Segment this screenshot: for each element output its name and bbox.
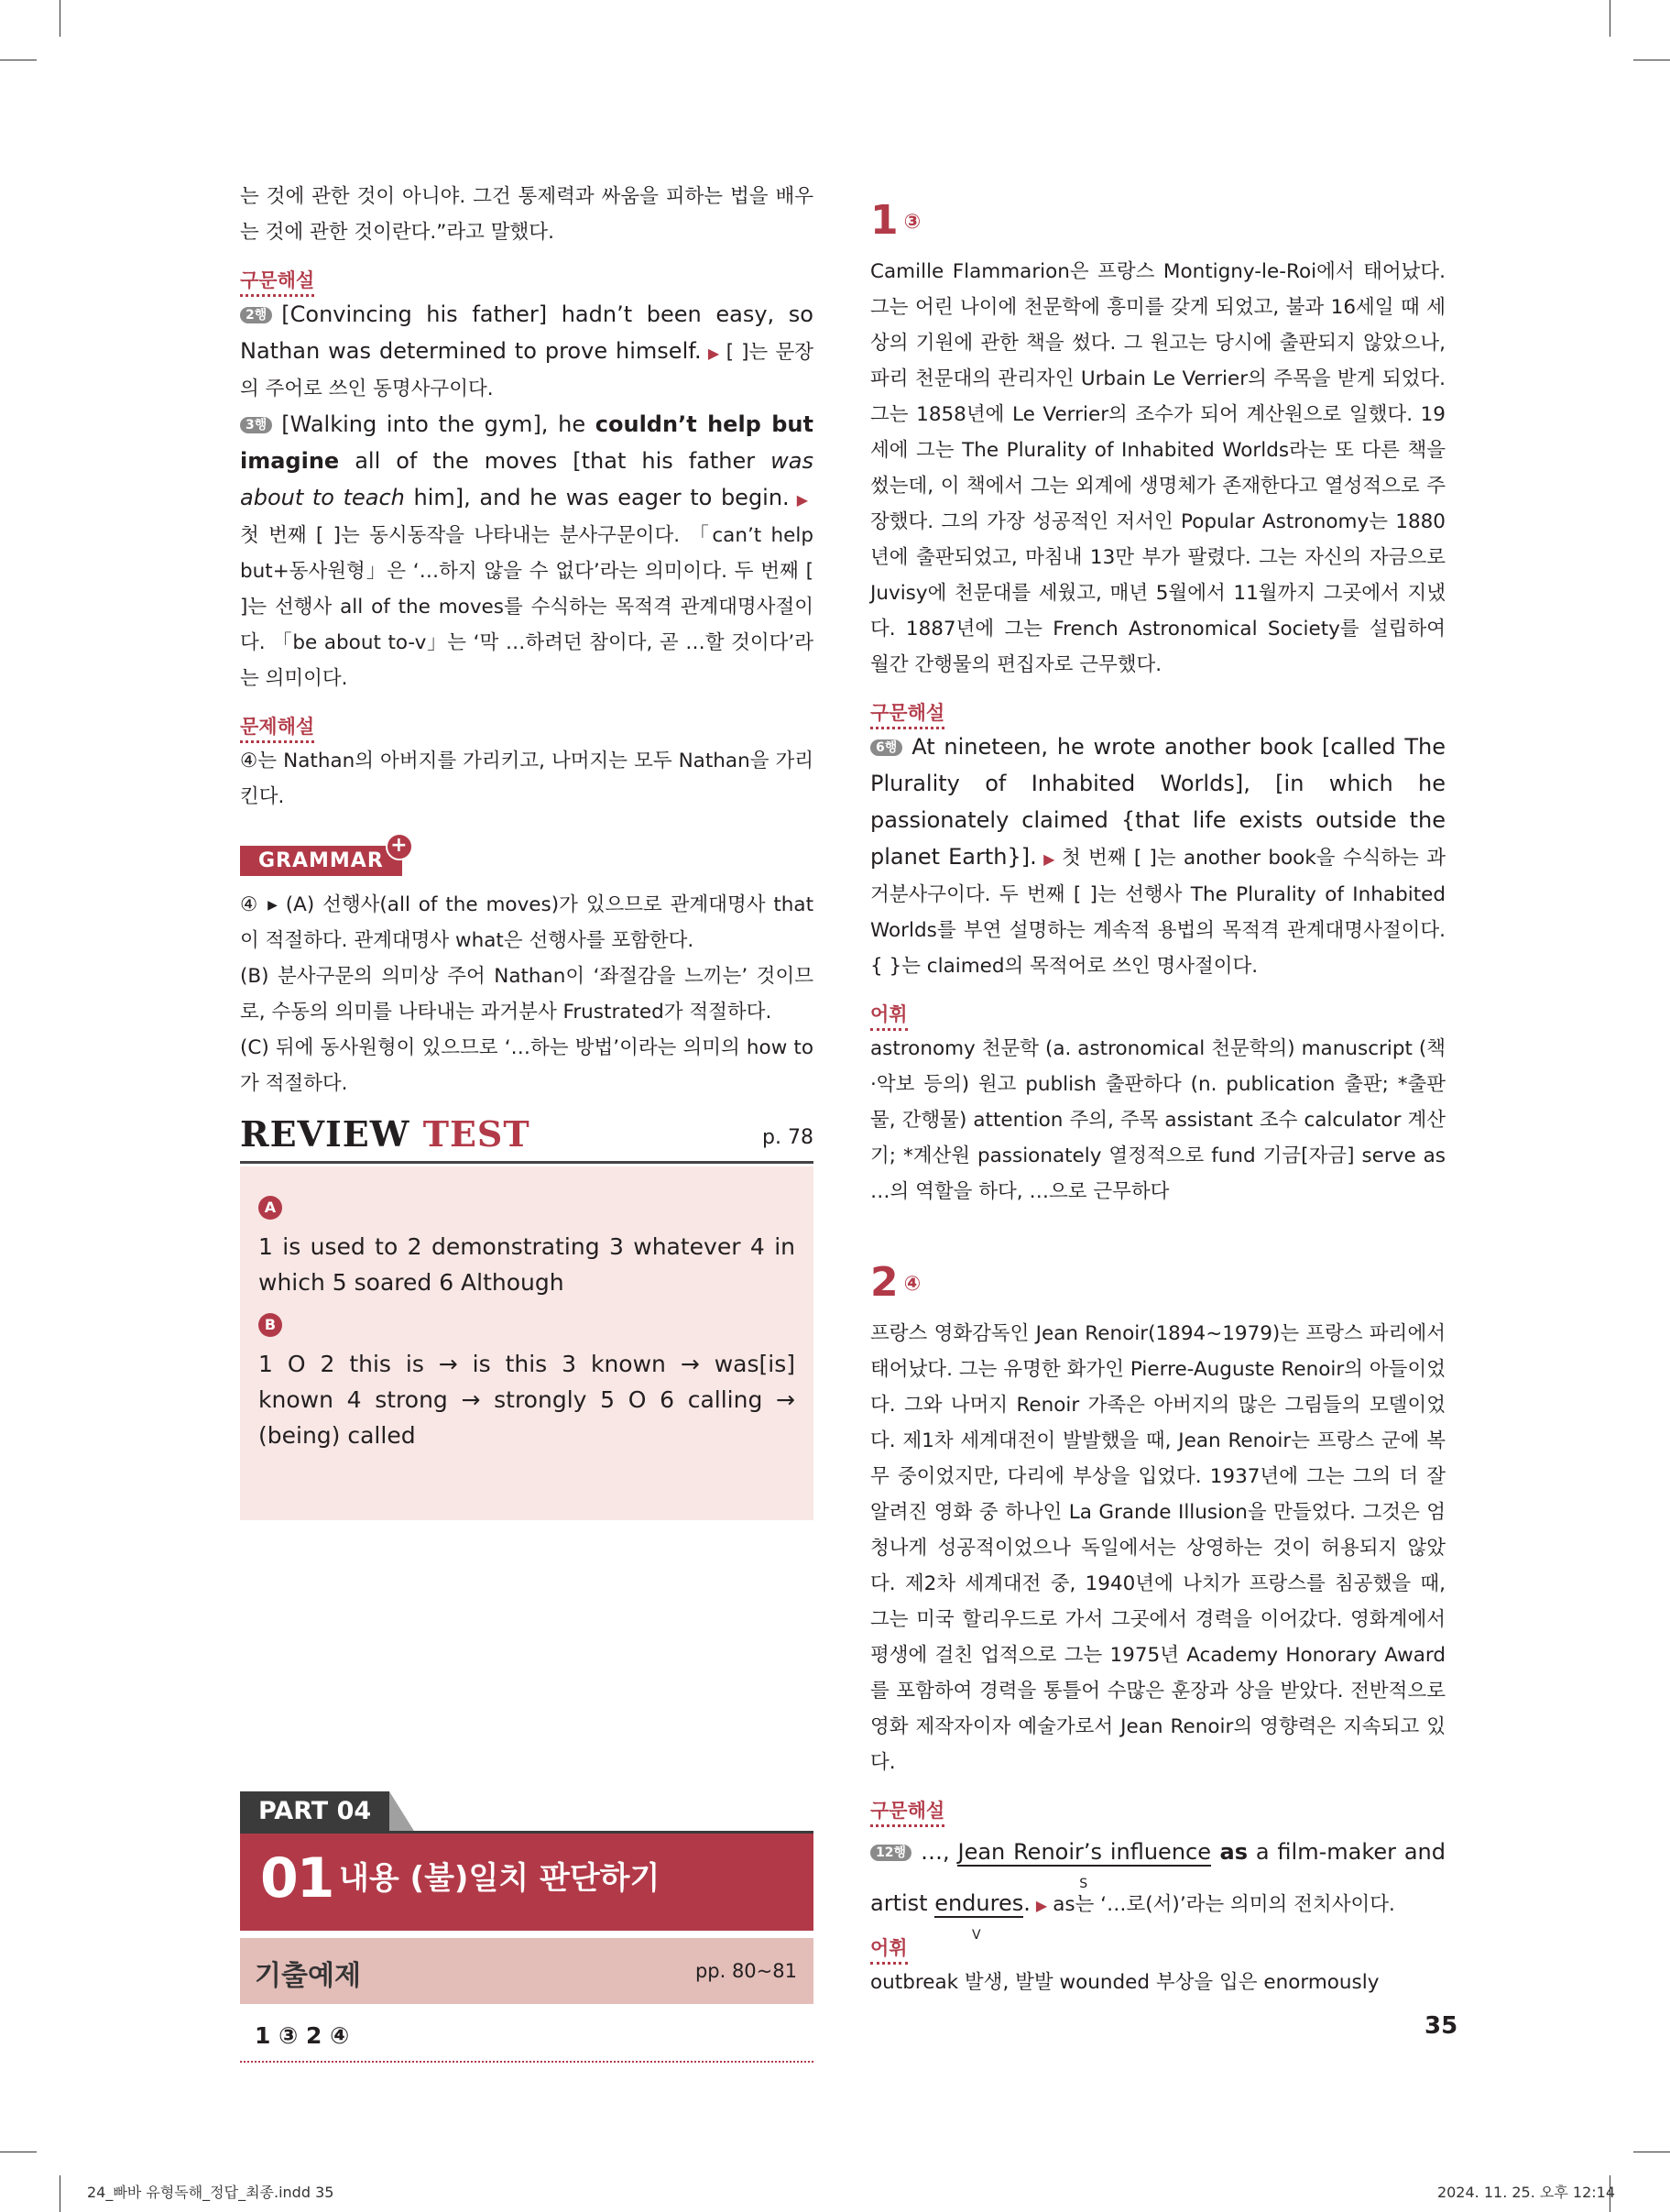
example-bar xyxy=(240,1938,813,2004)
intro-text: 는 것에 관한 것이 아니야. 그건 통제력과 싸움을 피하는 법을 배우는 것에 관한 것이란다.”라고 말했다. xyxy=(240,185,813,244)
line-badge: 2행 xyxy=(240,307,272,323)
footer-timestamp: 2024. 11. 25. 오후 12:14 xyxy=(1436,2184,1615,2201)
right-column xyxy=(870,197,1446,2000)
grammar-c: (C) 뒤에 동사원형이 있으므로 ‘…하는 방법’이라는 의미의 how to가 적절하다. xyxy=(240,1036,813,1095)
part-header xyxy=(240,1791,813,1931)
syntax-sentence: all of the moves [that his father xyxy=(339,448,771,474)
left-column xyxy=(240,179,813,2049)
grammar-a: ④ ▸ (A) 선행사(all of the moves)가 있으므로 관계대명사 that이 적절하다. 관계대명사 what은 선행사를 포함한다. xyxy=(240,893,813,952)
question-number: 2 xyxy=(870,1259,899,1306)
verb-underlined: endures xyxy=(934,1890,1024,1916)
question-answer: ③ xyxy=(903,211,922,234)
section-a-marker: A xyxy=(258,1196,282,1220)
syntax-note: [ ]는 문장의 주어로 쓰인 동명사구이다. xyxy=(240,341,813,400)
q2-syntax: 12행 …, Jean Renoir’s influence S as a film-maker and artist endures V . ▶ as는 ‘…로(서)’라는 의미의 전치사이다. xyxy=(870,1827,1446,1931)
question-answer: ④ xyxy=(903,1273,922,1296)
review-test-title xyxy=(240,1113,813,1164)
example-label: 기출예제 xyxy=(255,1960,361,1992)
q2-vocab-heading: 어휘 xyxy=(870,1934,908,1965)
q1-vocab-heading: 어휘 xyxy=(870,1001,908,1031)
syntax-item-1 xyxy=(240,297,813,407)
syntax-bold: as xyxy=(1211,1839,1249,1865)
q2-syntax-heading: 구문해설 xyxy=(870,1797,944,1827)
syntax-sentence: him], and he was eager to begin. xyxy=(404,485,790,510)
q1-translation: Camille Flammarion은 프랑스 Montigny-le-Roi에서 태어났다. 그는 어린 나이에 천문학에 흥미를 갖게 되었고, 불과 16세일 때 세상의 기원에 관한 책을 썼다. 그 원고는 당시에 출판되지 않았으나, 파리 천문대의 관리자인 Urbain Le Verrier의 주목을 받게 되었다. 그는 1858년에 Le Verrier의 조수가 되어 계산원으로 일했다. 19세에 그는 The Plurality of Inhabited Worlds라는 또 다른 책을 썼는데, 이 책에서 그는 외계에 생명체가 존재한다고 열성적으로 주장했다. 그의 가장 성공적인 저서인 Popular Astronomy는 1880년에 출판되었고, 마침내 13만 부가 팔렸다. 그는 자신의 자금으로 Juvisy에 천문대를 세웠고, 매년 5월에서 11월까지 그곳에서 지냈다. 1887년에 그는 French Astronomical Society를 설립하여 월간 간행물의 편집자로 근무했다. xyxy=(870,260,1446,676)
grammar-tag xyxy=(240,834,409,876)
syntax-note: 첫 번째 [ ]는 동시동작을 나타내는 분사구문이다. 「can’t help but+동사원형」은 ‘…하지 않을 수 없다’라는 의미이다. 두 번째 [ ]는 선행사 all of the moves를 수식하는 목적격 관계대명사절이다. 「be about to-v」는 ‘막 …하려던 참이다, 곧 …할 것이다’라는 의미이다. xyxy=(240,524,813,690)
test-word: TEST xyxy=(422,1113,530,1155)
syntax-heading: 구문해설 xyxy=(240,267,314,297)
page-number: 35 xyxy=(1424,2012,1458,2040)
syntax-sentence: [Convincing his father] hadn’t been easy, so Nathan was determined to prove himself. xyxy=(240,301,813,364)
review-b-answers: 1 O 2 this is → is this 3 known → was[is] known 4 strong → strongly 5 O 6 calling → (being) called xyxy=(258,1351,795,1449)
part-title-bar xyxy=(240,1831,813,1931)
problem-text: ④는 Nathan의 아버지를 가리키고, 나머지는 모두 Nathan을 가리킨다. xyxy=(240,750,813,808)
problem-heading: 문제해설 xyxy=(240,713,314,743)
question-2-header xyxy=(870,1259,1446,1309)
footer-filename: 24_빠바 유형독해_정답_최종.indd 35 xyxy=(87,2184,334,2201)
review-heading xyxy=(240,1113,530,1155)
syntax-note: as는 ‘…로(서)’라는 의미의 전치사이다. xyxy=(1053,1893,1395,1916)
example-answers: 1 ③ 2 ④ xyxy=(255,2022,350,2049)
review-word: REVIEW xyxy=(240,1113,410,1155)
q1-syntax-heading: 구문해설 xyxy=(870,699,944,729)
question-number: 1 xyxy=(870,197,899,244)
divider xyxy=(240,2061,813,2063)
syntax-bold: couldn’t help but imagine xyxy=(240,411,813,474)
review-a-answers: 1 is used to 2 demonstrating 3 whatever 4 in which 5 soared 6 Although xyxy=(258,1233,795,1296)
arrow-icon: ▶ xyxy=(1035,1897,1048,1914)
syntax-note: 첫 번째 [ ]는 another book을 수식하는 과거분사구이다. 두 번째 [ ]는 선행사 The Plurality of Inhabited Worlds를 부연 설명하는 계속적 용법의 목적격 관계대명사절이다. { }는 claimed의 목적어로 쓰인 명사절이다. xyxy=(870,847,1446,978)
chapter-title: 내용 (불)일치 판단하기 xyxy=(339,1860,660,1897)
syntax-sentence: a film-maker and artist xyxy=(870,1839,1446,1916)
line-badge: 12행 xyxy=(870,1845,911,1861)
verb-phrase xyxy=(934,1890,1024,1943)
syntax-sentence: [Walking into the gym], he xyxy=(281,411,595,437)
verb-marker: V xyxy=(971,1928,981,1943)
arrow-icon: ▶ xyxy=(706,345,721,362)
chapter-number: 01 xyxy=(260,1846,333,1911)
section-b-marker: B xyxy=(258,1313,282,1337)
line-badge: 6행 xyxy=(870,739,902,756)
q2-vocab: outbreak 발생, 발발 wounded 부상을 입은 enormously xyxy=(870,1971,1380,1994)
question-1-header xyxy=(870,197,1446,246)
subject-underlined: Jean Renoir’s influence xyxy=(957,1839,1211,1865)
q2-translation: 프랑스 영화감독인 Jean Renoir(1894~1979)는 프랑스 파리에서 태어났다. 그는 유명한 화가인 Pierre-Auguste Renoir의 아들이었다. 그와 나머지 Renoir 가족은 아버지의 많은 그림들의 모델이었다. 제1차 세계대전이 발발했을 때, Jean Renoir는 프랑스 군에 복무 중이었지만, 다리에 부상을 입었다. 1937년에 그는 그의 더 잘 알려진 영화 중 하나인 La Grande Illusion을 만들었다. 그것은 엄청나게 성공적이었으나 독일에서는 상영하는 것이 허용되지 않았다. 제2차 세계대전 중, 1940년에 나치가 프랑스를 침공했을 때, 그는 미국 할리우드로 가서 그곳에서 경력을 이어갔다. 영화계에서 평생에 걸친 업적으로 그는 1975년 Academy Honorary Award를 포함하여 경력을 통틀어 수많은 훈장과 상을 받았다. 전반적으로 영화 제작자이자 예술가로서 Jean Renoir의 영향력은 지속되고 있다. xyxy=(870,1322,1446,1774)
syntax-sentence: …, xyxy=(921,1839,958,1865)
q1-syntax xyxy=(870,729,1446,984)
part-label: PART 04 xyxy=(240,1791,389,1831)
plus-icon: + xyxy=(386,833,413,860)
q1-vocab: astronomy 천문학 (a. astronomical 천문학의) manuscript (책·악보 등의) 원고 publish 출판하다 (n. publication 출판; *출판물, 간행물) attention 주의, 주목 assistant 조수 calculator 계산기; *계산원 passionately 열정적으로 fund 기금[자금] serve as …의 역할을 하다, …으로 근무하다 xyxy=(870,1037,1446,1203)
syntax-sentence: At nineteen, he wrote another book [called The Plurality of Inhabited Worlds], [in which he passionately claimed {that life exists outside the planet Earth}]. xyxy=(870,734,1446,870)
subject-marker: S xyxy=(1079,1877,1088,1891)
example-page-ref: pp. 80~81 xyxy=(694,1960,797,1982)
syntax-italic: was about to teach xyxy=(240,448,813,510)
arrow-icon: ▶ xyxy=(1042,850,1056,868)
review-page-ref: p. 78 xyxy=(762,1126,813,1149)
review-answers-box xyxy=(240,1166,813,1520)
syntax-item-2 xyxy=(240,407,813,696)
line-badge: 3행 xyxy=(240,417,272,433)
subject-phrase xyxy=(957,1839,1211,1891)
arrow-icon: ▶ xyxy=(794,491,808,509)
grammar-b: (B) 분사구문의 의미상 주어 Nathan이 ‘좌절감을 느끼는’ 것이므로, 수동의 의미를 나타내는 과거분사 Frustrated가 적절하다. xyxy=(240,965,813,1024)
grammar-label: GRAMMAR xyxy=(258,849,384,872)
